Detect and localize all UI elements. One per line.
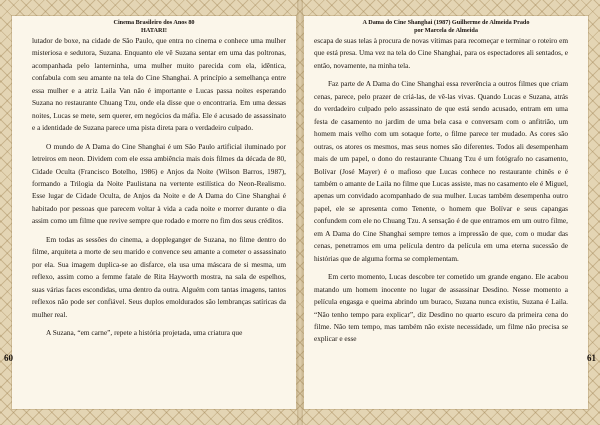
left-paragraph-4: A Suzana, “em carne”, repete a história projetada, uma criatura que xyxy=(46,327,243,337)
right-running-head xyxy=(304,19,588,34)
book-gutter xyxy=(297,0,303,425)
left-paragraph-2: O mundo de A Dama do Cine Shanghai é um São Paulo artificial iluminado por letreiros em neon. Dividem com ele essa ambiência mais dois filmes da década de 80, Cidade Oculta (Francisco Botelho, 1986) e Anjos da Noite (Wilson Barros, 1987), formando a Trilogia da Noite Paulistana na vertente estilística do Neon-Realismo. Esse lugar de Cidade Oculta, de Anjos da Noite e de A Dama do Cine Shanghai é habitado por pessoas que parecem voltar à vida a cada noite e morrer durante o dia assim como um filme que revive sempre que rodado e morre no fim dos seus créditos. xyxy=(32,141,286,226)
right-page-number: 61 xyxy=(587,353,596,363)
left-paragraph-1: lutador de boxe, na cidade de São Paulo, que entra no cinema e conhece uma mulher misteriosa e sedutora, Suzana. Enquanto ele vê Suzana sentar em uma das poltronas, acompanhada pelo lanterninha, uma mulher muito parecida com ela, idêntica, confabula com seu amante na tela do Cine Shanghai. A princípio a semelhança entre essa mulher e a atriz Laila Van não é importante e Lucas passa noites esperando Suzana no restaurante Chuang Tzu, onde ela disse que o encontraria. Em uma dessas noites, Lucas se mete, sem querer, em negócios da máfia. Ele é acusado de assassinato e a identidade de Suzana parece uma pista direta para o verdadeiro culpado. xyxy=(32,36,286,133)
right-paragraph-1: escapa de suas telas à procura de novas vítimas para recomeçar e terminar o roteiro em que está presa. Uma vez na tela do Cine Shanghai, para os espectadores ali sentados, e então, novamente, na minha tela. xyxy=(314,36,568,70)
right-paragraph-3: Em certo momento, Lucas descobre ter cometido um grande engano. Ele acabou matando um homem inocente no lugar de assassinar Desdino. Nesse momento a película engasga e queima abrindo um buraco, Suzana nunca existiu, Suzana é Laila. “Não tenho tempo para explicar”, diz Desdino no quarto escuro da primeira cena do filme. Não tem tempo, mas também não existe necessidade, um filme não precisa se explicar e esse xyxy=(314,272,568,344)
right-paragraph-2: Faz parte de A Dama do Cine Shanghai essa reverência a outros filmes que criam cenas, parece, pelo prazer de criá-las, de vê-las vivas. Quando Lucas e Suzana, atrás do verdadeiro culpado pelo assassinato de que está sendo acusado, entram em uma festa de casamento no jardim de uma bela casa e conversam com o anfitrião, um homem mais velho com um sotaque forte, o filme parece ter mudado. As cores são outras, os atores os mesmos, mas seus nomes são diferentes. Todos ali desempenham mais de um papel, o dono do restaurante Chuang Tzu é um fotógrafo no casamento, Bolívar (José Mayer) é o mafioso que Lucas conhece no restaurante chinês e é também o amante de Laila no filme que Lucas assiste, mas no casamento ele é Miguel, apenas um convidado acompanhado de sua mulher. Lucas também desempenha outro papel, ele se apresenta como Tenente, o homem que Bolívar e seus capangas confundem com ele no Chuang Tzu. A sensação é de que entramos em um outro filme, em A Dama do Cine Shanghai sempre temos a impressão de que, com o mudar das cenas, penetramos em uma película dentro da película em uma eterna sucessão de histórias que de alguma forma se complementam. xyxy=(314,79,568,263)
left-body-text xyxy=(32,35,286,339)
left-page xyxy=(4,16,296,409)
right-body-text xyxy=(314,35,568,346)
right-running-head-line-1: A Dama do Cine Shanghai (1987) Guilherme de Almeida Prado xyxy=(362,19,530,26)
left-page-number: 60 xyxy=(4,353,13,363)
right-running-head-line-2: por Marcela de Almeida xyxy=(414,26,478,34)
left-running-head-line-1: Cinema Brasileiro dos Anos 80 xyxy=(113,19,195,26)
left-paragraph-3: Em todas as sessões do cinema, a doppleganger de Suzana, no filme dentro do filme, arquiteta a morte de seu marido e convence seu amante a cometer o assassinato por ela. Sua imagem duplica-se ao disfarce, ela usa uma máscara de si mesma, um reflexo, assim como a femme fatale de Rita Hayworth mostra, na sala de espelhos, suas várias faces escondidas, uma dentro da outra. Alguém com tantas imagens, tantos reflexos não pode ser confiável. Seus duplos emoldurados são lembranças satíricas da mulher real. xyxy=(32,234,286,319)
right-page xyxy=(304,16,596,409)
left-running-head-line-2: HATARI! xyxy=(141,26,167,34)
left-running-head xyxy=(12,19,296,34)
